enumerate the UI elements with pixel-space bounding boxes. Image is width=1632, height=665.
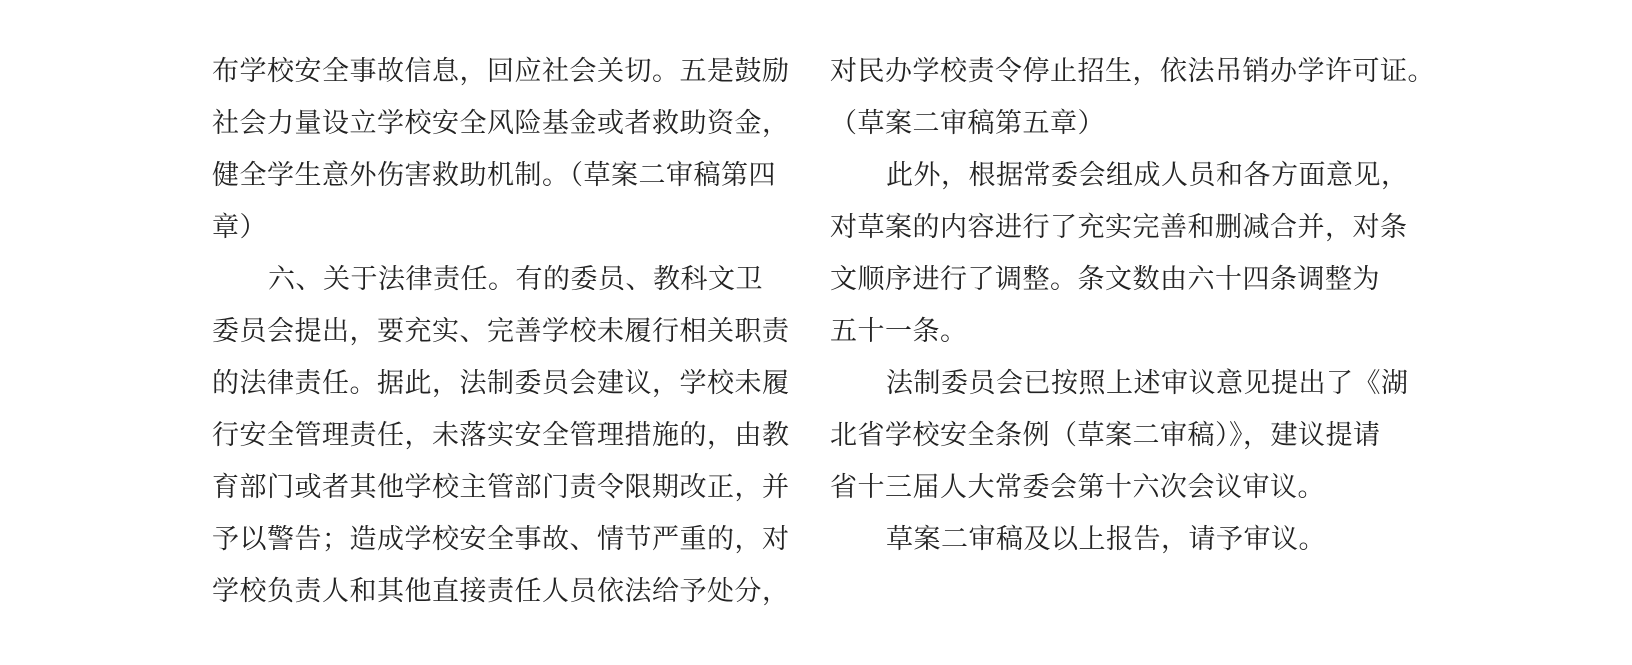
text-line: 社会力量设立学校安全风险基金或者救助资金， <box>212 108 790 139</box>
right-text-column <box>830 46 1435 566</box>
text-line: 省十三届人大常委会第十六次会议审议。 <box>830 472 1325 503</box>
paragraph-start-line: 草案二审稿及以上报告，请予审议。 <box>886 524 1326 555</box>
paragraph-start-line: 法制委员会已按照上述审议意见提出了《湖 <box>886 368 1409 399</box>
text-line: 委员会提出，要充实、完善学校未履行相关职责 <box>212 316 790 347</box>
text-line: （草案二审稿第五章） <box>830 108 1105 139</box>
text-line: 五十一条。 <box>830 316 968 347</box>
left-text-column <box>212 46 790 618</box>
text-line: 文顺序进行了调整。条文数由六十四条调整为 <box>830 264 1380 295</box>
text-line: 对民办学校责令停止招生，依法吊销办学许可证。 <box>830 56 1435 87</box>
paragraph-start-line: 六、关于法律责任。有的委员、教科文卫 <box>268 264 763 295</box>
text-line: 学校负责人和其他直接责任人员依法给予处分， <box>212 576 790 607</box>
text-line: 的法律责任。据此，法制委员会建议，学校未履 <box>212 368 790 399</box>
text-line: 北省学校安全条例（草案二审稿）》，建议提请 <box>830 420 1381 451</box>
text-line: 行安全管理责任，未落实安全管理措施的，由教 <box>212 420 790 451</box>
text-line: 布学校安全事故信息，回应社会关切。五是鼓励 <box>212 56 790 87</box>
text-line: 予以警告；造成学校安全事故、情节严重的，对 <box>212 524 790 555</box>
text-line: 章） <box>212 212 267 243</box>
text-line: 育部门或者其他学校主管部门责令限期改正，并 <box>212 472 790 503</box>
text-line: 对草案的内容进行了充实完善和删减合并，对条 <box>830 212 1408 243</box>
paragraph-start-line: 此外，根据常委会组成人员和各方面意见， <box>886 160 1409 191</box>
text-line: 健全学生意外伤害救助机制。（草案二审稿第四 <box>212 160 776 191</box>
